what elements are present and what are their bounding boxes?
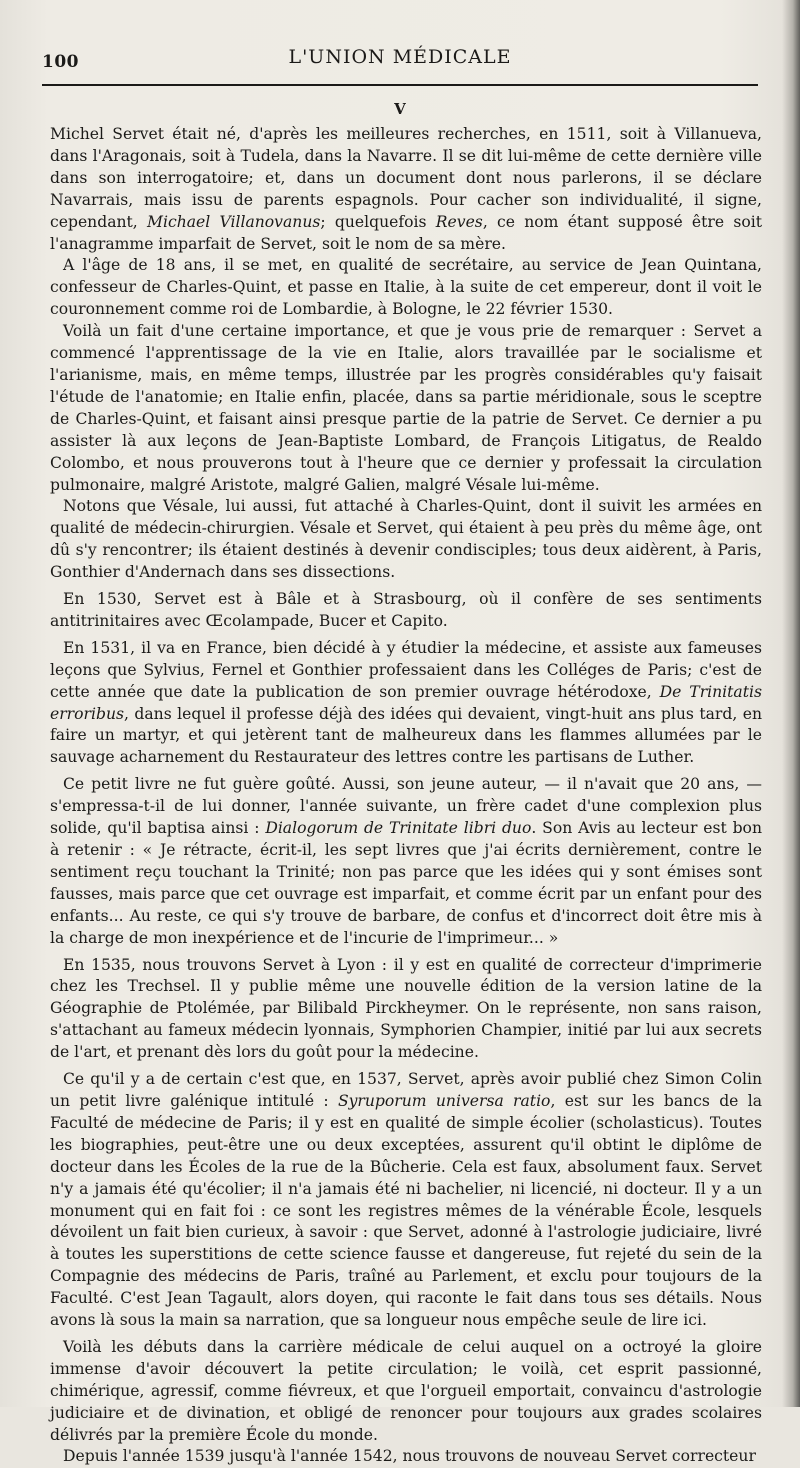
header-rule xyxy=(42,84,758,86)
paragraph xyxy=(50,255,762,321)
italic-title: De Trinitatis erroribus xyxy=(50,682,762,723)
text-run: , est sur les bancs de la Faculté de médecine de Paris; il y est en qualité de simple écolier (scholasticus). Toutes les biographies, peut-être une ou deux exceptées, assurent qu'il obtint le diplôme de docteur dans les Écoles de la rue de la Bûcherie. Cela est faux, absolument faux. Servet n'y a jamais été qu'écolier; il n'a jamais été ni bachelier, ni licencié, ni docteur. Il y a un monument qui en fait foi : ce sont les registres mêmes de la vénérable École, lesquels dévoilent un fait bien curieux, à savoir : que Servet, adonné à l'astrologie judiciaire, livré à toutes les superstitions de cette science fausse et dangereuse, fut rejeté du sein de la Compagnie des médecins de Paris, traîné au Parlement, et exclu pour toujours de la Faculté. C'est Jean Tagault, alors doyen, qui raconte le fait dans tous ses détails. Nous avons là sous la main sa narration, que sa longueur nous empêche seule de lire ici. xyxy=(50,1091,762,1330)
body-text xyxy=(50,124,762,1468)
paragraph xyxy=(50,496,762,584)
paragraph xyxy=(50,124,762,255)
text-run: En 1531, il va en France, bien décidé à y étudier la médecine, et assiste aux fameuses leçons que Sylvius, Fernel et Gonthier professaient dans les Colléges de Paris; c'est de cette année que date la publication de son premier ouvrage hétérodoxe, xyxy=(50,638,762,701)
paragraph xyxy=(50,638,762,769)
text-run: Ce qu'il y a de certain c'est que, en 1537, Servet, après avoir publié chez Simon Colin un petit livre galénique intitulé : xyxy=(50,1070,762,1110)
section-number: V xyxy=(394,100,406,118)
text-run: Voilà les débuts dans la carrière médicale de celui auquel on a octroyé la gloire immense d'avoir découvert la petite circulation; le voilà, cet esprit passionné, chimérique, agressif, comme fiévreux, et que l'orgueil emportait, convaincu d'astrologie judiciaire et de divination, et obligé de renoncer pour toujours aux grades scolaires délivrés par la première École du monde. xyxy=(50,1337,762,1444)
paragraph xyxy=(50,774,762,949)
text-run: Ce petit livre ne fut guère goûté. Aussi, son jeune auteur, — il n'avait que 20 ans, — s'empressa-t-il de lui donner, l'année suivante, un frère cadet d'une complexion plus solide, qu'il baptisa ainsi : xyxy=(50,775,762,838)
text-run: Notons que Vésale, lui aussi, fut attaché à Charles-Quint, dont il suivit les armées en qualité de médecin-chirurgien. Vésale et Servet, qui étaient à peu près du même âge, ont dû s'y rencontrer; ils étaient destinés à devenir condisciples; tous deux aidèrent, à Paris, Gonthier d'Andernach dans ses dissections. xyxy=(50,497,762,582)
text-run: Depuis l'année 1539 jusqu'à l'année 1542, nous trouvons de nouveau Servet correcteur xyxy=(63,1447,756,1466)
text-run: Michel Servet était né, d'après les meilleures recherches, en 1511, soit à Villanueva, dans l'Aragonais, soit à Tudela, dans la Navarre. Il se dit lui-même de cette dernière ville dans son interrogatoire; et, dans un document dont nous parlerons, il se déclare Navarrais, mais issu de parents espagnols. Pour cacher son individualité, il signe, cependant, xyxy=(50,125,762,231)
italic-title: Reves xyxy=(435,212,483,231)
text-run: ; quelquefois xyxy=(320,212,436,231)
paragraph xyxy=(50,321,762,496)
italic-title: Syruporum universa ratio xyxy=(337,1091,551,1110)
paragraph xyxy=(50,1446,762,1468)
page-edge-shadow xyxy=(782,0,800,1407)
text-run: Voilà un fait d'une certaine importance, et que je vous prie de remarquer : Servet a commencé l'apprentissage de la vie en Italie, alors travaillée par le socialisme et l'arianisme, mais, en même temps, illustrée par les progrès considérables qu'y faisait l'étude de l'anatomie; en Italie enfin, placée, dans sa partie méridionale, sous le sceptre de Charles-Quint, et faisant ainsi presque partie de la patrie de Servet. Ce dernier a pu assister là aux leçons de Jean-Baptiste Lombard, de François Litigatus, de Realdo Colombo, et nous prouverons tout à l'heure que ce dernier y professait la circulation pulmonaire, malgré Aristote, malgré Galien, malgré Vésale lui-même. xyxy=(50,322,762,494)
paragraph xyxy=(50,589,762,633)
paragraph xyxy=(50,1069,762,1332)
text-run: En 1530, Servet est à Bâle et à Strasbourg, où il confère de ses sentiments antitrinitaires avec Œcolampade, Bucer et Capito. xyxy=(50,590,762,630)
text-run: A l'âge de 18 ans, il se met, en qualité de secrétaire, au service de Jean Quintana, confesseur de Charles-Quint, et passe en Italie, à la suite de cet empereur, dont il voit le couronnement comme roi de Lombardie, à Bologne, le 22 février 1530. xyxy=(50,256,762,319)
italic-title: Dialogorum de Trinitate libri duo xyxy=(265,819,532,838)
paragraph xyxy=(50,955,762,1065)
page-header xyxy=(42,44,758,84)
page-number: 100 xyxy=(42,52,79,72)
running-title: L'UNION MÉDICALE xyxy=(288,46,512,68)
text-run: , ce nom étant supposé être soit l'anagramme imparfait de Servet, soit le nom de sa mère. xyxy=(50,212,763,253)
italic-title: Michael Villanovanus xyxy=(147,212,321,231)
text-run: , dans lequel il professe déjà des idées qui devaient, vingt-huit ans plus tard, en faire un martyr, et qui jetèrent tant de malheureux dans les flammes allumées par le sauvage acharnement du Restaurateur des lettres contre les partisans de Luther. xyxy=(50,704,762,767)
text-run: En 1535, nous trouvons Servet à Lyon : il y est en qualité de correcteur d'imprimerie chez les Trechsel. Il y publie même une nouvelle édition de la version latine de la Géographie de Ptolémée, par Bilibald Pirckheymer. On le représente, non sans raison, s'attachant au fameux médecin lyonnais, Symphorien Champier, initié par lui aux secrets de l'art, et prenant dès lors du goût pour la médecine. xyxy=(50,955,762,1062)
paragraph xyxy=(50,1337,762,1447)
text-run: . Son Avis au lecteur est bon à retenir : « Je rétracte, écrit-il, les sept livres que j'ai écrits dernièrement, contre le sentiment reçu touchant la Trinité; non pas parce que les idées qui y sont émises sont fausses, mais parce que cet ouvrage est imparfait, et comme écrit par un enfant pour des enfants... Au reste, ce qui s'y trouve de barbare, de confus et d'incorrect doit être mis à la charge de mon inexpérience et de l'incurie de l'imprimeur... » xyxy=(50,819,762,947)
